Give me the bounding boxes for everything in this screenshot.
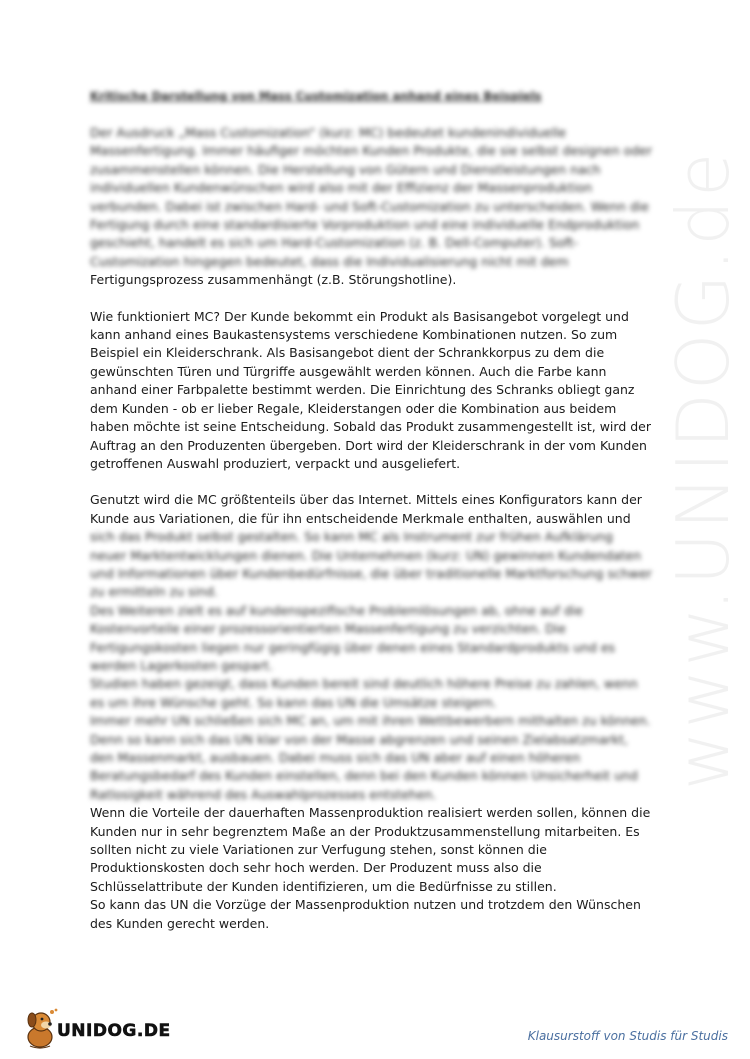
text-line: werden Lagerkosten gespart.	[90, 657, 273, 673]
text-line: Denn so kann sich das UN klar von der Masse abgrenzen und seinen Zielabsatzmarkt,	[90, 731, 628, 747]
watermark-text: www.UNIDOG.de	[661, 149, 745, 791]
text-line: Fertigung durch eine standardisierte Vorproduktion und eine individuelle Endproduktion	[90, 217, 640, 233]
text-line: Beispiel ein Kleiderschrank. Als Basisangebot dient der Schrankkorpus zu dem die	[90, 345, 605, 361]
text-line: Beratungsbedarf des Kunden einstellen, denn bei den Kunden können Unsicherheit und	[90, 768, 638, 784]
text-line: kann anhand eines Baukastensystems verschiedene Kombinationen nutzen. So zum	[90, 327, 618, 343]
unidog-logo[interactable]	[20, 1010, 170, 1050]
text-line: Wenn die Vorteile der dauerhaften Massenproduktion realisiert werden sollen, können die	[90, 805, 651, 821]
paragraph-gap	[90, 473, 672, 491]
paragraph-internet-usage	[90, 491, 672, 804]
text-line: zusammenstellen können. Die Herstellung von Gütern und Dienstleistungen nach	[90, 161, 601, 177]
text-line: und Informationen über Kundenbedürfnisse, die über traditionelle Marktforschung schwer	[90, 565, 652, 581]
text-line: es um ihre Wünsche geht. So kann das UN die Umsätze steigern.	[90, 694, 497, 710]
text-line: sich das Produkt selbst gestalten. So kann MC als Instrument zur frühen Aufklärung	[90, 529, 613, 545]
internet-usage-blurred-lines	[90, 528, 672, 804]
text-line: Fertigungsprozess zusammenhängt (z.B. Störungshotline).	[90, 272, 457, 288]
text-line: Immer mehr UN schließen sich MC an, um mit ihren Wettbewerbern mithalten zu können.	[90, 713, 651, 729]
text-line: Kostenvorteile einer prozessorientierten Massenfertigung zu verzichten. Die	[90, 621, 566, 637]
paragraph-conclusion	[90, 804, 672, 933]
text-line: Customization hingegen bedeutet, dass die Individualisierung nicht mit dem	[90, 253, 569, 269]
text-line: sollten nicht zu viele Variationen zur Verfugung stehen, sonst können die	[90, 842, 547, 858]
text-line: Der Ausdruck „Mass Customization“ (kurz: MC) bedeutet kundenindividuelle	[90, 125, 567, 140]
text-line: getroffenen Auswahl produziert, verpackt und ausgeliefert.	[90, 455, 461, 471]
text-line: Fertigungskosten liegen nur geringfügig über denen eines Standardprodukts und es	[90, 639, 616, 655]
text-line: dem Kunden - ob er lieber Regale, Kleiderstangen oder die Kombination aus beidem	[90, 400, 617, 416]
text-line: Kunde aus Variationen, die für ihn entscheidende Merkmale enthalten, auswählen und	[90, 510, 631, 526]
text-line: neuer Marktentwicklungen dienen. Die Unternehmen (kurz: UN) gewinnen Kundendaten	[90, 547, 642, 563]
text-line: zu ermitteln zu sind.	[90, 584, 218, 600]
text-line: Des Weiteren zielt es auf kundenspezifische Problemlösungen ab, ohne auf die	[90, 602, 583, 618]
intro-blurred-lines	[90, 124, 672, 271]
text-line: anhand einer Farbpalette bestimmt werden. Die Einrichtung des Schranks obliegt ganz	[90, 382, 635, 398]
text-line: Studien haben gezeigt, dass Kunden bereit sind deutlich höhere Preise zu zahlen, wenn	[90, 676, 638, 692]
text-line: Wie funktioniert MC? Der Kunde bekommt ein Produkt als Basisangebot vorgelegt und	[90, 308, 629, 324]
text-line: Genutzt wird die MC größtenteils über das Internet. Mittels eines Konfigurators kann der	[90, 492, 642, 508]
text-line: den Massenmarkt, ausbauen. Dabei muss sich das UN aber auf einen höheren	[90, 750, 581, 765]
paragraph-gap	[90, 290, 672, 308]
text-line: individuellen Kundenwünschen wird also mit der Effizienz der Massenproduktion	[90, 180, 593, 196]
text-line: Massenfertigung. Immer häufiger möchten Kunden Produkte, die sie selbst designen oder	[90, 143, 652, 159]
text-line: geschieht, handelt es sich um Hard-Customization (z. B. Dell-Computer). Soft-	[90, 235, 579, 251]
document-title: Kritische Darstellung von Mass Customization anhand eines Beispiels	[90, 89, 542, 103]
document-body	[90, 88, 672, 933]
intro-paragraph	[90, 124, 672, 290]
text-line: haben möchte ist seine Entscheidung. Sobald das Produkt zusammengestellt ist, wird der	[90, 419, 651, 435]
logo-wordmark: UNIDOG.DE	[57, 1021, 171, 1041]
text-line: So kann das UN die Vorzüge der Massenproduktion nutzen und trotzdem den Wünschen	[90, 897, 641, 913]
text-line: verbunden. Dabei ist zwischen Hard- und Soft-Customization zu unterscheiden. Wenn die	[90, 198, 649, 214]
paragraph-how-mc-works	[90, 308, 672, 474]
text-line: Schlüsselattribute der Kunden identifizieren, um die Bedürfnisse zu stillen.	[90, 878, 557, 894]
text-line: gewünschten Türen und Türgriffe ausgewählt werden können. Auch die Farbe kann	[90, 363, 607, 379]
text-line: Auftrag an den Produzenten übergeben. Dort wird der Kleiderschrank in der vom Kunden	[90, 437, 647, 453]
text-line: Kunden nur in sehr begrenztem Maße an der Produktzusammenstellung mitarbeiten. Es	[90, 823, 640, 839]
text-line: Produktionskosten doch sehr hoch werden. Der Produzent muss also die	[90, 860, 542, 876]
text-line: Ratlosigkeit während des Auswahlprozesses entstehen.	[90, 786, 437, 802]
dog-mascot-icon	[20, 1008, 60, 1050]
footer-slogan: Klausurstoff von Studis für Studis	[527, 1029, 728, 1043]
text-line: des Kunden gerecht werden.	[90, 915, 270, 931]
